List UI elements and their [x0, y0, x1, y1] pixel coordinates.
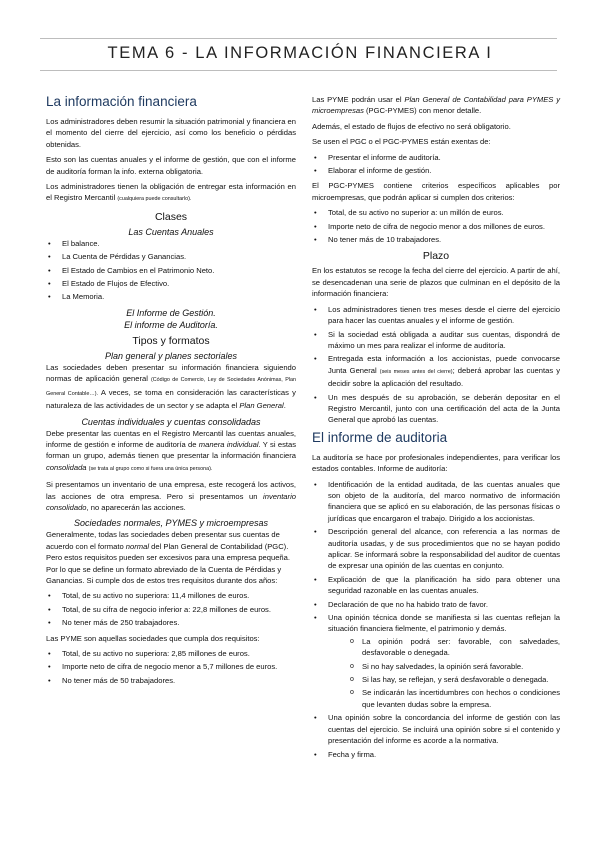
paragraph: Los administradores tienen la obligación de entregar esta información en el Registro Mercantil (cualquiera puede consultarlo).: [46, 182, 296, 203]
list-item: • Presentar el informe de auditoría.: [312, 152, 560, 163]
list-item: • Total, de su cifra de negocio inferior a: 22,8 millones de euros.: [46, 604, 296, 615]
list-item: • Total, de su activo no superior a: un millón de euros.: [312, 207, 560, 218]
section-heading-informacion: La información financiera: [46, 94, 197, 109]
list-item: • Entregada esta información a los accionistas, puede convocarse Junta General (seis meses antes del cierre); deberá aprobar las cuentas y decidir sobre la aplicación del resultado.: [312, 353, 560, 389]
list-requisitos-normales: [46, 590, 296, 628]
list-item: • Importe neto de cifra de negocio menor a 5,7 millones de euros.: [46, 661, 296, 672]
subheading-normales: Sociedades normales, PYMES y microempresas: [73, 518, 269, 529]
list-item: • Descripción general del alcance, con referencia a las normas de auditoría usadas, y de sus procedimientos que no se hayan podido aplicar. Se informará sobre la responsabilidad del auditor de cuentas de expresar una opinión de las cuentas en conjunto.: [312, 526, 560, 572]
list-plazos: [312, 304, 560, 426]
paragraph: En los estatutos se recoge la fecha del cierre del ejercicio. A partir de ahí, se desencadenan una serie de plazos que culminan en el depósito de la información financiera:: [312, 266, 560, 299]
list-item: • Total, de su activo no superiora: 11,4 millones de euros.: [46, 590, 296, 601]
header-rule-bottom: [40, 70, 557, 71]
page-title: TEMA 6 - LA INFORMACIÓN FINANCIERA I: [107, 44, 493, 62]
list-item: • La Memoria.: [46, 291, 296, 302]
paragraph: La auditoría se hace por profesionales independientes, para verificar los estados contables. Informe de auditoría:: [312, 452, 560, 474]
paragraph: Si presentamos un inventario de una empresa, este recogerá los activos, las acciones de otra empresa. Pero si presentamos un inventario consolidado, no aparecerán las acciones.: [46, 480, 296, 512]
section-heading-auditoria: El informe de auditoria: [312, 429, 448, 445]
list-exentas: [312, 152, 560, 177]
list-informe-auditoria: [312, 479, 560, 760]
list-item: • El balance.: [46, 238, 296, 249]
list-item: • La Cuenta de Pérdidas y Ganancias.: [46, 251, 296, 262]
paragraph: Generalmente, todas las sociedades deben presentar sus cuentas de acuerdo con el formato normal del Plan General de Contabilidad (PGC). Pero estos requisitos pueden ser excesivos para una empresa pequeña. Por lo que se define un formato abreviado de la Cuenta de Pérdidas y Ganancias. Si cumple dos de estos tres requisitos durante dos años:: [46, 530, 290, 585]
list-item: o Si las hay, se reflejan, y será desfavorable o denegada.: [328, 674, 560, 685]
list-item: o La opinión podrá ser: favorable, con salvedades, desfavorable o denegada.: [328, 636, 560, 659]
right-column: [312, 94, 560, 764]
list-item: • Una opinión técnica donde se manifiesta si las cuentas reflejan la situación financiera fielmente, el patrimonio y demás. o La opinión podrá ser: favorable, con salvedades, desfavorable o denegada. o Si no hay salvedades, la opinión será favorable. o Si las hay, se reflejan, y será desfavorable o denegada. o Se indicarán las incertidumbres con hechos o condiciones que levanten dudas sobre la empresa.: [312, 612, 560, 710]
subheading-individuales: Cuentas individuales y cuentas consolidadas: [81, 416, 261, 427]
list-item: • Una opinión sobre la concordancia del informe de gestión con las cuentas del ejercicio. Se incluirá una opinión sobre si el contenido y presentación del informe es acorde a la normativa.: [312, 712, 560, 746]
list-item: • Los administradores tienen tres meses desde el cierre del ejercicio para hacer las cuentas anuales y el informe de gestión.: [312, 304, 560, 327]
subheading-clases: Clases: [154, 210, 188, 223]
paragraph: Esto son las cuentas anuales y el informe de gestión, que con el informe de auditoría forman la info. externa obligatoria.: [46, 155, 296, 176]
subheading-cuentas-anuales: Las Cuentas Anuales: [128, 226, 214, 237]
list-requisitos-pyme: [46, 648, 296, 686]
list-item: • Elaborar el informe de gestión.: [312, 165, 560, 176]
paragraph: Las sociedades deben presentar su información financiera siguiendo normas de aplicación general (Código de Comercio, Ley de Sociedades Anónimas, Plan General Contable…). A veces, se toma en consideración las características y naturaleza de las actividades de un sector y se adapta el Plan General.: [46, 362, 296, 411]
paragraph: Debe presentar las cuentas en el Registro Mercantil las cuentas anuales, informe de gestión e informe de auditoría de manera individual. Y si estas forman un grupo, además tienen que presentar la información financiera consolidada (se trata al grupo como si fuera una única persona).: [46, 428, 296, 472]
subheading-plazo: Plazo: [422, 250, 450, 263]
list-item: • No tener más de 50 trabajadores.: [46, 675, 296, 686]
paragraph: Además, el estado de flujos de efectivo no será obligatorio.: [312, 121, 511, 131]
subheading-informe-gestion: El Informe de Gestión.: [126, 307, 216, 318]
paragraph: El PGC-PYMES contiene criterios específicos aplicables por microempresas, que podrán aplicar si cumplen dos criterios:: [312, 181, 560, 202]
list-item: • Importe neto de cifra de negocio menor a dos millones de euros.: [312, 221, 560, 232]
list-item: • El Estado de Cambios en el Patrimonio Neto.: [46, 265, 296, 276]
list-item: • Declaración de que no ha habido trato de favor.: [312, 599, 560, 610]
header-rule-top: [40, 38, 557, 39]
subheading-informe-auditoria: El informe de Auditoría.: [124, 319, 218, 330]
list-microempresas: [312, 207, 560, 245]
list-opinion: [328, 636, 560, 710]
list-item: • No tener más de 250 trabajadores.: [46, 617, 296, 628]
paragraph: Los administradores deben resumir la situación patrimonial y financiera en el momento del cierre del ejercicio, así como los beneficio o pérdidas obtenidas.: [46, 117, 296, 149]
list-item: • El Estado de Flujos de Efectivo.: [46, 278, 296, 289]
list-item: o Si no hay salvedades, la opinión será favorable.: [328, 661, 560, 672]
paragraph: Las PYME son aquellas sociedades que cumpla dos requisitos:: [46, 633, 260, 643]
subheading-tipos: Tipos y formatos: [132, 334, 210, 347]
left-column: [46, 94, 296, 690]
list-item: • No tener más de 10 trabajadores.: [312, 234, 560, 245]
paragraph: Se usen el PGC o el PGC-PYMES están exentas de:: [312, 137, 491, 147]
list-cuentas-anuales: [46, 238, 296, 303]
subheading-plan-general: Plan general y planes sectoriales: [104, 350, 238, 361]
list-item: o Se indicarán las incertidumbres con hechos o condiciones que levanten dudas sobre la empresa.: [328, 687, 560, 710]
list-item: • Si la sociedad está obligada a auditar sus cuentas, dispondrá de máximo un mes para realizar el informe de auditoría.: [312, 329, 560, 352]
list-item: • Un mes después de su aprobación, se deberán depositar en el Registro Mercantil, junto con una certificación del acta de la Junta General que aprobó las cuentas.: [312, 392, 560, 426]
list-item: • Identificación de la entidad auditada, de las cuentas anuales que son objeto de la auditoría, del marco normativo de información financiera que se aplicó en su elaboración, de las personas físicas o jurídicas que encargaron el trabajo. Dirigido a los accionistas.: [312, 479, 560, 525]
list-item: • Explicación de que la planificación ha sido para obtener una seguridad razonable en las cuentas anuales.: [312, 574, 560, 597]
list-item: • Fecha y firma.: [312, 749, 560, 760]
paragraph: Las PYME podrán usar el Plan General de Contabilidad para PYMES y microempresas (PGC-PYMES) con menor detalle.: [312, 95, 560, 116]
list-item: • Total, de su activo no superiora: 2,85 millones de euros.: [46, 648, 296, 659]
